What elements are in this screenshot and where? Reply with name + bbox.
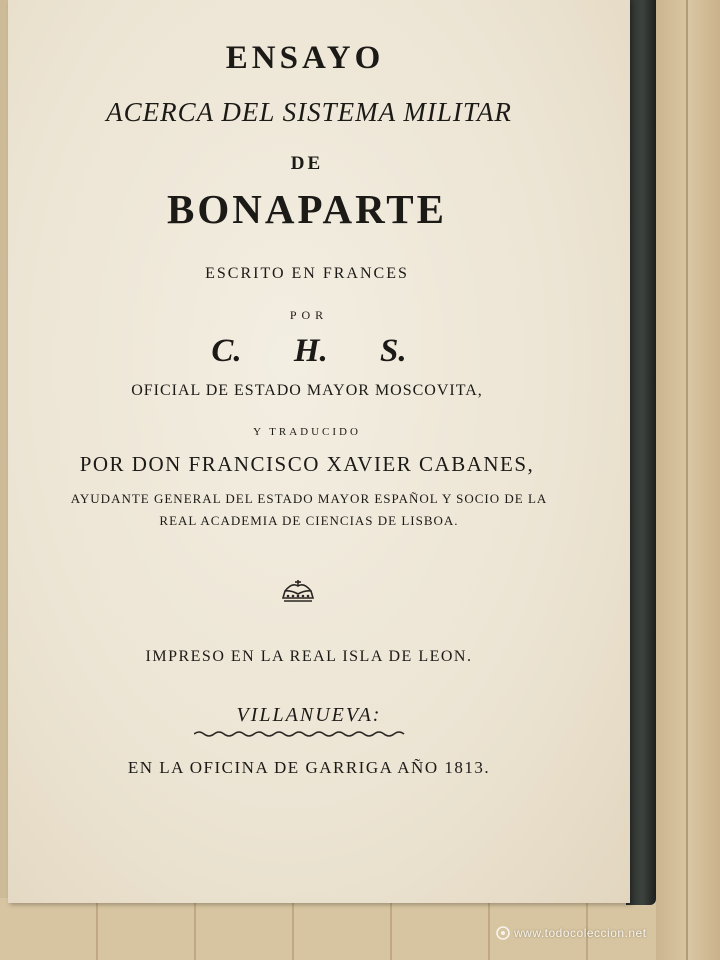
author-initials: C. H. S. [211,333,407,369]
todocoleccion-logo-icon [496,926,510,940]
translator-role-line-1: AYUDANTE GENERAL DEL ESTADO MAYOR ESPAÑOL Y SOCIO DE LA [70,491,548,506]
printing-city: VILLANUEVA: [236,704,382,726]
crown-icon [278,568,318,608]
translator-role-line-2: REAL ACADEMIA DE CIENCIAS DE LISBOA. [159,513,459,528]
translator-name: POR DON FRANCISCO XAVIER CABANES, [79,452,535,476]
translated-line: Y TRADUCIDO [253,426,361,438]
title-page [8,0,630,903]
author-role: OFICIAL DE ESTADO MAYOR MOSCOVITA, [131,382,483,399]
book-subtitle: ACERCA DEL SISTEMA MILITAR [106,97,512,127]
ornamental-rule [194,730,408,738]
book-cover [626,0,656,905]
book-subject: BONAPARTE [167,186,447,232]
subtitle-connector: DE [290,153,324,174]
book-title: ENSAYO [225,40,385,76]
by-line: POR [289,308,329,322]
original-language-line: ESCRITO EN FRANCES [205,265,409,282]
printing-place: IMPRESO EN LA REAL ISLA DE LEON. [145,648,473,665]
watermark[interactable]: www.todocoleccion.net [514,926,647,940]
wooden-surface [656,0,720,960]
printer-imprint: EN LA OFICINA DE GARRIGA AÑO 1813. [127,758,491,777]
